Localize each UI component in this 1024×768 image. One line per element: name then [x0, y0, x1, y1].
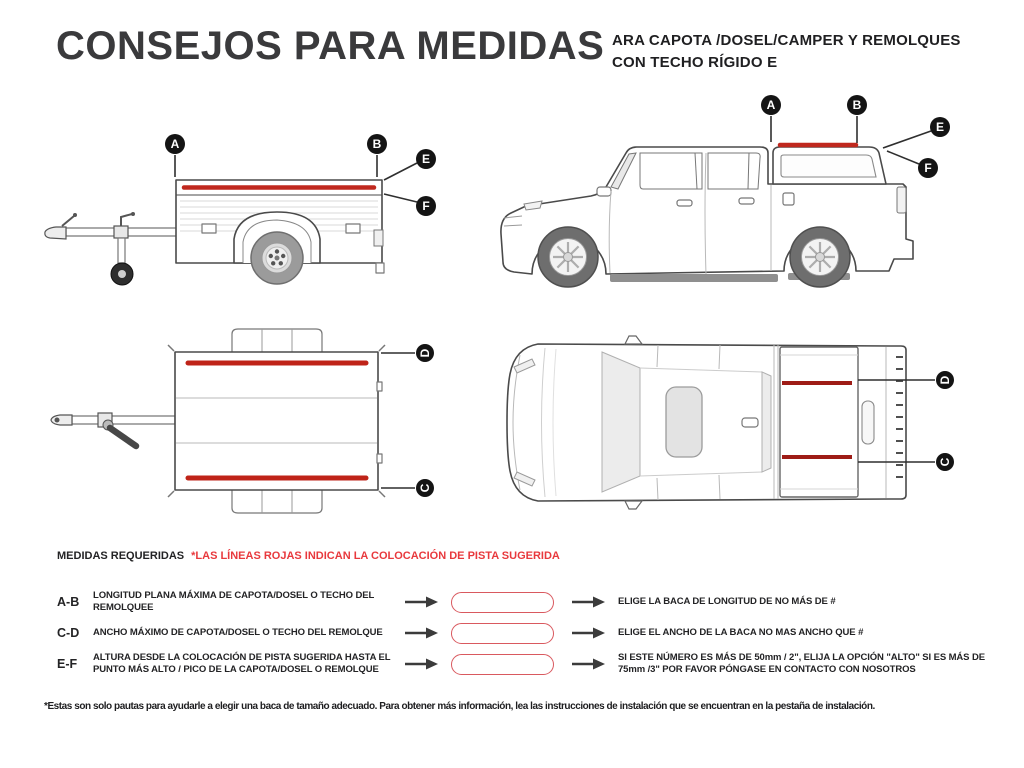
- svg-text:F: F: [924, 161, 932, 176]
- page-title: CONSEJOS PARA MEDIDAS: [56, 24, 605, 68]
- measurement-instruction: ELIGE EL ANCHO DE LA BACA NO MAS ANCHO QUE #: [618, 627, 864, 638]
- required-measurements-legend: [57, 550, 560, 562]
- arrow-right-icon: [404, 658, 438, 670]
- svg-text:D: D: [938, 375, 952, 385]
- subtitle-line-2: CON TECHO RÍGIDO E: [612, 54, 778, 71]
- truck-side-view-diagram: [480, 90, 1010, 305]
- svg-text:B: B: [372, 137, 382, 152]
- measurement-code: E-F: [57, 657, 78, 671]
- trailer-top-view-diagram: [40, 325, 460, 520]
- svg-text:D: D: [418, 348, 432, 358]
- svg-text:F: F: [422, 199, 430, 214]
- measurement-blank-pill: [451, 654, 554, 675]
- marker-f: [887, 151, 938, 178]
- svg-text:B: B: [852, 98, 862, 113]
- marker-a: [761, 95, 781, 142]
- svg-text:E: E: [421, 152, 431, 167]
- marker-b: [367, 134, 387, 177]
- measurement-row-ab: [57, 587, 1017, 617]
- marker-e: [883, 117, 950, 148]
- measurement-instruction: ELIGE LA BACA DE LONGITUD DE NO MÁS DE #: [618, 596, 836, 607]
- measurement-blank-pill: [451, 592, 554, 613]
- page-subtitle: [612, 30, 961, 74]
- arrow-right-icon: [571, 627, 605, 639]
- subtitle-line-1: ARA CAPOTA /DOSEL/CAMPER Y REMOLQUES: [612, 32, 961, 49]
- trailer-line-art: [45, 180, 384, 285]
- red-lines-note: *LAS LÍNEAS ROJAS INDICAN LA COLOCACIÓN DE PISTA SUGERIDA: [191, 550, 560, 562]
- measurement-instruction: SI ESTE NÚMERO ES MÁS DE 50mm / 2", ELIJA LA OPCIÓN "ALTO" SI ES MÁS DE 75mm /3" POR FAVOR PÓNGASE EN CONTACTO CON NOSOTROS: [618, 652, 985, 675]
- measurement-code: C-D: [57, 626, 80, 640]
- marker-a: [165, 134, 185, 177]
- trailer-side-view-diagram: [30, 100, 460, 315]
- marker-d: [381, 344, 434, 362]
- pickup-truck-line-art: [501, 147, 913, 287]
- svg-text:A: A: [766, 98, 776, 113]
- truck-top-view-diagram: [490, 335, 960, 510]
- pickup-top-line-art: [507, 336, 906, 509]
- svg-text:C: C: [938, 457, 952, 467]
- svg-text:A: A: [170, 137, 180, 152]
- marker-c: [381, 479, 434, 497]
- measurement-description: LONGITUD PLANA MÁXIMA DE CAPOTA/DOSEL O TECHO DEL REMOLQUEE: [93, 590, 374, 613]
- arrow-right-icon: [571, 658, 605, 670]
- footnote: *Estas son solo pautas para ayudarle a elegir una baca de tamaño adecuado. Para obtener más información, lea las instrucciones de instalación que se encuentran en la pestaña de instalación.: [44, 701, 875, 712]
- legend-label: MEDIDAS REQUERIDAS: [57, 550, 185, 562]
- arrow-right-icon: [404, 627, 438, 639]
- measurement-description: ANCHO MÁXIMO DE CAPOTA/DOSEL O TECHO DEL REMOLQUE: [93, 627, 383, 638]
- measurement-description: ALTURA DESDE LA COLOCACIÓN DE PISTA SUGERIDA HASTA EL PUNTO MÁS ALTO / PICO DE LA CAPOTA/DOSEL O REMOLQUE: [93, 652, 391, 675]
- marker-e: [384, 149, 436, 180]
- arrow-right-icon: [571, 596, 605, 608]
- svg-text:E: E: [935, 120, 945, 135]
- trailer-top-line-art: [51, 329, 385, 513]
- measurement-row-ef: [57, 649, 1017, 679]
- marker-b: [847, 95, 867, 143]
- svg-text:C: C: [418, 483, 432, 493]
- measurement-code: A-B: [57, 595, 80, 609]
- measurement-row-cd: [57, 618, 1017, 648]
- measurement-blank-pill: [451, 623, 554, 644]
- arrow-right-icon: [404, 596, 438, 608]
- marker-f: [384, 194, 436, 216]
